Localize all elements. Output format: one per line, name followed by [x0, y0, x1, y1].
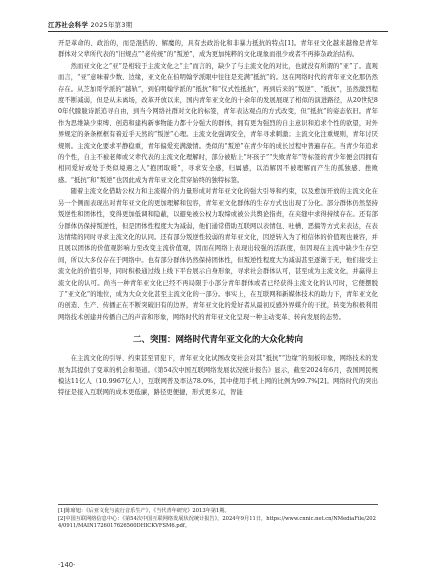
- footnote: [1]陈席旭：《后亚文化与流行音乐生产》，《当代青年研究》2013年第1期。: [58, 508, 230, 514]
- body-paragraph: 在主流文化的引导、约束甚至冒犯下，青年亚文化试图改变社会对其“抵抗”“边缘”的刻板印象，网络技术的发展为其提供了变革的机会和渠道。《第54次中国互联网络发展状况统计报告》显示，截至2024年6月，我国网民规模达11亿人（10.9967亿人），互联网普及率达78.0%，其中使用手机上网的比例为99.7%[2]。网络时代的突出特征是接入互联网的成本更低廉，路径更便捷，形式更多元，智能: [58, 355, 378, 397]
- journal-name: 江苏社会科学: [48, 21, 89, 29]
- body-paragraph: 随着主流文化借助公权力和主流媒介的力量形成对青年亚文化的强大引导和约束，以及愈加开放的主流文化在另一个侧面表现出对青年亚文化的更加理解和包容，青年亚文化群体的生存方式也出现了分化。部分群体仍然坚持叛逆性和团体性，变得更加低调和隐蔽，以避免被公权力取缔或被公共舆论指责，在夹缝中求得持续存在。还有部分群体仍保持叛逆性，但是团体性程度大为减弱，他们通常借助互联网以表情包、吐槽、恶搞等方式来表达，在表达情绪的同时寻求主流文化的认同。还有部分叛逆性较弱的青年亚文化，因逆转入为了相信体的价值观也兼容，并且展以团体的价值观影响力至改变主流价值观，因而在网络上表现出较强的活跃度，但因现在主流中缺少生存空间，所以大多仅存在于网络中。也有部分群体仍然保持团体性，但叛逆性程度大为减弱甚至逐渐于无，他们接受主流文化的价值引导，同时积极通过线上线下平台展示自身形象，寻求社会群体认可，甚至成为主流文化，并赢得主流文化的认可。尚当一种青年亚文化已经不再局限于小部分青年群体或者已经获得主流文化的认可时，它便摆脱了“亚文化”的地位，成为大众文化甚至主流文化的一部分。事实上，在互联网和新媒体技术的助力下，青年亚文化的创造、生产、传播正在不断突破旧有的边界，青年亚文化的爱好者从最初反感外界媒介的干扰，转变为积极利用网络技术创建并传播自己的声音和形象，网络时代的青年亚文化呈现一种主动变革、转向发展的态势。: [58, 188, 378, 321]
- page-number: ·140·: [58, 561, 76, 569]
- footnotes: [58, 504, 378, 531]
- article-body: [58, 38, 378, 399]
- footnote: [2]中国互联网络信息中心：《第54次中国互联网络发展状况统计报告》，2024年9月11日，https://www.cnnic.net.cn/NMediaFile/2024/0911/MAIN1726017626560DHICKVFSM6.pdf。: [58, 515, 376, 530]
- body-paragraph: 然而亚文化之“亚”是相较于主流文化之“主”而言的，缺少了与主流文化的对比，也就没有所谓的“亚”了。直观而言，“亚”意味着少数、边缘，亚文化在伯明翰学派眼中往往是充满“抵抗”的。这在网络时代的青年亚文化那仍然存在。从芝加哥学派的“越轨”，到伯明翰学派的“抵抗”和“仪式性抵抗”，再到后来的“叛逆”、“抵抗”，虽然激烈程度不断减弱，但是从未离场，改革开放以来，国内青年亚文化的十余年的发展展现了相似的演进路径，从20世纪80年代朦胧诗派追寻自由，到当今网络社群对文化的标签，青年表达观点的方式改变，但“抵抗”的姿态依旧。青年作为思维缺少束缚、创造和建构新事物能力都十分强大的群体，拥有更为强烈的自主意识和追求个性的欲望，对外界规定的条条框框有着近乎天然的“叛逆”心理。主流文化强调安全，青年寻求刺激；主流文化注重规则，青年讨厌规则。主流文化要求平静稳重，青年偏爱充满激情。类似的“叛逆”在青少年的成长过程中普遍存在。当青少年追求的个性，自主不被老师或父辈代表的主流文化理解时，部分被贴上“坏孩子”“失败青年”等标签的青少年便会因拥有相同爱好或处于类似境遇之人“抱团取暖”，寻求安全感，归属感，以消解因不被理解而产生的孤独感、挫败感。“抵抗”和“叛逆”也因此成为青年亚文化贯穿始终的独特标签。: [58, 62, 378, 184]
- body-paragraph: 开是革命的、政治的，而是混搭的、解魔的，具有去政治化和非暴力抵抗的特点[1]。青年亚文化越来越像是青年群体对父辈所代表的“旧规点”“老传统”的“叛逆”，成为更加纯粹的文化现象而很少或者不再捧杂政治结构。: [58, 40, 378, 59]
- running-header: [48, 20, 388, 32]
- journal-issue: 2025年第3期: [90, 21, 133, 29]
- section-heading: 二、突围：网络时代青年亚文化的大众化转向: [132, 335, 303, 346]
